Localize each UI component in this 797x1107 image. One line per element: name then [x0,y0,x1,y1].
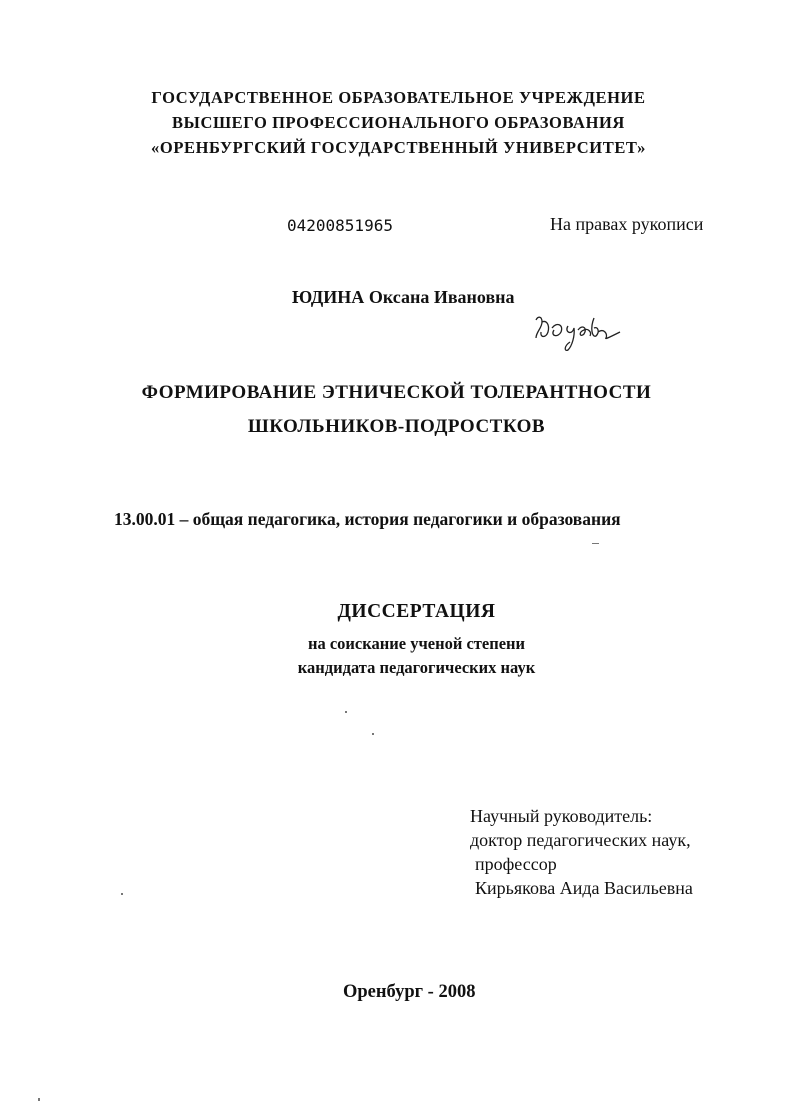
city-year: Оренбург - 2008 [343,982,476,1002]
scan-speck [345,711,347,713]
scan-speck [38,1098,40,1101]
catalog-code: 04200851965 [287,216,393,235]
author-signature [528,306,628,356]
supervisor-block [470,804,693,900]
degree-line-1: на соискание ученой степени [307,634,526,653]
supervisor-rank: профессор [475,854,557,874]
institution-line-3: «ОРЕНБУРГСКИЙ ГОСУДАРСТВЕННЫЙ УНИВЕРСИТЕТ» [151,138,646,157]
supervisor-name: Кирьякова Аида Васильевна [475,878,693,898]
specialty-code: 13.00.01 – общая педагогика, история педагогики и образования [114,509,621,529]
title-line-2: ШКОЛЬНИКОВ-ПОДРОСТКОВ [247,416,546,437]
institution-line-1: ГОСУДАРСТВЕННОЕ ОБРАЗОВАТЕЛЬНОЕ УЧРЕЖДЕНИЕ [151,88,646,107]
scan-speck [372,733,374,735]
supervisor-degree: доктор педагогических наук, [470,830,691,850]
author-name [292,287,515,308]
degree-line-2: кандидата педагогических наук [297,658,536,677]
title-line-1: ФОРМИРОВАНИЕ ЭТНИЧЕСКОЙ ТОЛЕРАНТНОСТИ [141,382,652,403]
author-given-names: Оксана Ивановна [368,287,515,307]
scan-speck [121,893,123,895]
supervisor-label: Научный руководитель: [470,806,653,826]
rights-note: На правах рукописи [550,214,704,234]
author-surname: ЮДИНА [292,287,365,307]
document-type: ДИССЕРТАЦИЯ [337,601,496,622]
institution-line-2: ВЫСШЕГО ПРОФЕССИОНАЛЬНОГО ОБРАЗОВАНИЯ [172,113,625,132]
scan-speck [592,543,599,544]
